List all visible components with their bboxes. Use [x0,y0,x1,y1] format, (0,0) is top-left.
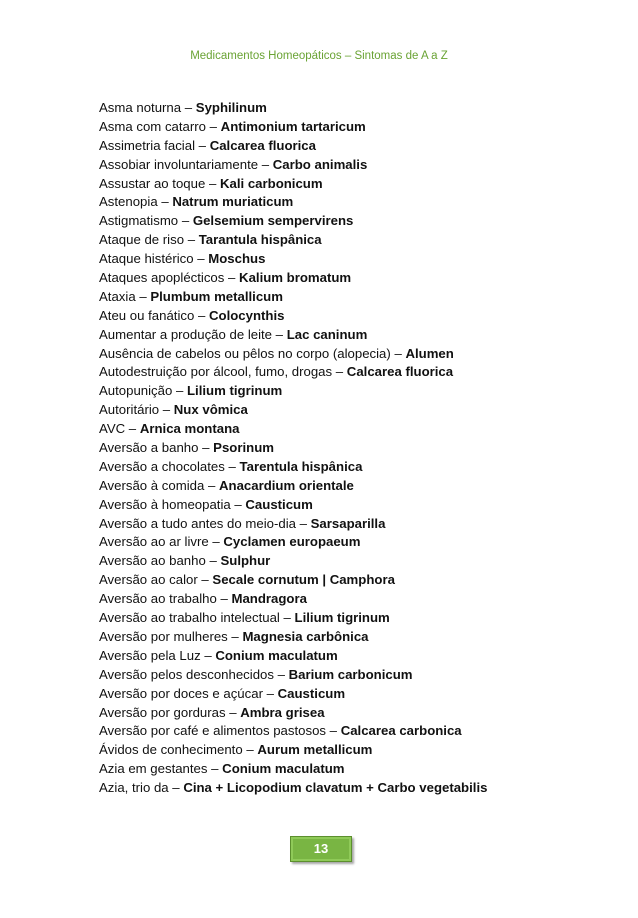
remedy-name: Anacardium orientale [219,477,354,493]
symptom-term: Autopunição [99,383,173,399]
separator: – [135,288,151,304]
list-item [99,307,569,326]
remedy-name: Sarsaparilla [310,515,386,531]
separator: – [242,742,258,758]
separator: – [168,780,184,796]
list-item [99,250,569,269]
remedy-name: Syphilinum [195,100,267,115]
symptom-term: Aversão ao trabalho intelectual [99,610,280,626]
remedy-name: Lilium tigrinum [294,610,390,626]
separator: – [125,421,140,437]
list-item [99,741,569,760]
list-item [99,722,569,741]
remedy-name: Ambra grisea [240,704,325,720]
list-item [99,760,569,779]
symptom-term: Ávidos de conhecimento [99,742,243,758]
remedy-name: Moschus [208,251,266,267]
separator: – [204,477,219,493]
list-item [99,590,569,609]
list-item [99,666,569,685]
list-item [99,118,569,137]
remedy-name: Calcarea carbonica [340,723,462,739]
list-item [99,533,569,552]
separator: – [224,458,240,474]
page-header: Medicamentos Homeopáticos – Sintomas de A a Z [190,50,448,62]
symptom-term: Ausência de cabelos ou pêlos no corpo (alopecia) [99,345,391,361]
list-item [99,175,569,194]
list-item [99,628,569,647]
list-item [99,779,569,798]
symptom-term: Asma noturna [99,100,182,115]
list-item [99,477,569,496]
list-item [99,571,569,590]
remedy-name: Alumen [405,345,454,361]
symptom-term: Aversão por doces e açúcar [99,685,263,701]
separator: – [326,723,341,739]
symptom-term: Aversão pela Luz [99,647,201,663]
symptom-term: Aversão a banho [99,440,199,456]
list-item [99,704,569,723]
remedy-name: Sulphur [220,553,271,569]
separator: – [198,440,214,456]
list-item [99,231,569,250]
remedy-name: Kalium bromatum [239,270,352,286]
separator: – [205,553,221,569]
list-item [99,515,569,534]
separator: – [230,496,246,512]
remedy-name: Barium carbonicum [288,666,413,682]
list-item [99,685,569,704]
remedy-name: Conium maculatum [222,761,345,777]
list-item [99,326,569,345]
separator: – [193,251,209,267]
symptom-term: Aversão ao calor [99,572,198,588]
remedy-name: Carbo animalis [272,156,368,172]
remedy-name: Natrum muriaticum [172,194,294,210]
symptom-term: Assobiar involuntariamente [99,156,259,172]
list-item [99,212,569,231]
separator: – [272,326,287,342]
separator: – [227,628,243,644]
remedy-name: Colocynthis [209,307,285,323]
remedy-name: Secale cornutum | Camphora [212,572,395,588]
remedy-name: Mandragora [231,591,307,607]
separator: – [207,761,223,777]
remedy-name: Causticum [245,496,313,512]
separator: – [194,307,209,323]
list-item [99,156,569,175]
list-item [99,496,569,515]
symptom-term: Azia em gestantes [99,761,208,777]
separator: – [200,647,216,663]
separator: – [205,175,220,191]
symptom-term: Ataque de riso [99,232,185,248]
symptom-term: Astenopia [99,194,158,210]
remedy-name: Nux vômica [173,402,248,418]
separator: – [273,666,289,682]
list-item [99,137,569,156]
symptom-term: Aversão ao banho [99,553,206,569]
separator: – [332,364,347,380]
symptom-term: Aversão à comida [99,477,205,493]
list-item [99,552,569,571]
symptom-term: Autoritário [99,402,160,418]
list-item [99,363,569,382]
list-item [99,382,569,401]
symptom-term: Ataxia [99,288,136,304]
page-number-badge: 13 [290,836,352,862]
symptom-term: Ataque histérico [99,251,194,267]
symptom-term: Asma com catarro [99,118,206,134]
separator: – [208,534,224,550]
separator: – [262,685,278,701]
remedy-name: Gelsemium sempervirens [192,213,354,229]
remedy-name: Calcarea fluorica [346,364,454,380]
list-item [99,439,569,458]
separator: – [390,345,406,361]
separator: – [159,402,174,418]
symptom-term: Aumentar a produção de leite [99,326,273,342]
symptom-list [99,99,569,798]
symptom-term: Aversão ao ar livre [99,534,209,550]
list-item [99,647,569,666]
separator: – [258,156,273,172]
remedy-name: Cina + Licopodium clavatum + Carbo vegetabilis [183,780,488,796]
symptom-term: Aversão pelos desconhecidos [99,666,274,682]
list-item [99,99,569,118]
symptom-term: AVC [99,421,126,437]
remedy-name: Psorinum [213,440,274,456]
symptom-term: Aversão a chocolates [99,458,225,474]
symptom-term: Ataques apoplécticos [99,270,225,286]
separator: – [197,572,213,588]
list-item [99,420,569,439]
separator: – [216,591,232,607]
symptom-term: Assustar ao toque [99,175,206,191]
symptom-term: Ateu ou fanático [99,307,195,323]
symptom-term: Astigmatismo [99,213,179,229]
separator: – [224,270,240,286]
symptom-term: Autodestruição por álcool, fumo, drogas [99,364,333,380]
remedy-name: Causticum [277,685,346,701]
remedy-name: Kali carbonicum [219,175,323,191]
remedy-name: Tarantula hispânica [198,232,322,248]
symptom-term: Aversão por mulheres [99,628,228,644]
list-item [99,458,569,477]
separator: – [295,515,311,531]
list-item [99,609,569,628]
remedy-name: Aurum metallicum [257,742,373,758]
remedy-name: Calcarea fluorica [209,137,316,153]
separator: – [279,610,295,626]
remedy-name: Tarentula hispânica [239,458,363,474]
remedy-name: Arnica montana [139,421,240,437]
symptom-term: Aversão por gorduras [99,704,226,720]
list-item [99,269,569,288]
separator: – [206,118,221,134]
symptom-term: Aversão por café e alimentos pastosos [99,723,327,739]
symptom-term: Aversão a tudo antes do meio-dia [99,515,296,531]
list-item [99,401,569,420]
symptom-term: Aversão ao trabalho [99,591,217,607]
symptom-term: Aversão à homeopatia [99,496,231,512]
remedy-name: Lilium tigrinum [187,383,283,399]
separator: – [184,232,199,248]
separator: – [225,704,241,720]
remedy-name: Magnesia carbônica [242,628,369,644]
list-item [99,345,569,364]
symptom-term: Azia, trio da [99,780,169,796]
remedy-name: Lac caninum [286,326,368,342]
list-item [99,288,569,307]
remedy-name: Cyclamen europaeum [223,534,361,550]
list-item [99,193,569,212]
separator: – [157,194,173,210]
remedy-name: Antimonium tartaricum [220,118,366,134]
separator: – [178,213,193,229]
separator: – [181,100,196,115]
separator: – [195,137,210,153]
separator: – [172,383,187,399]
remedy-name: Conium maculatum [215,647,338,663]
remedy-name: Plumbum metallicum [150,288,283,304]
symptom-term: Assimetria facial [99,137,196,153]
